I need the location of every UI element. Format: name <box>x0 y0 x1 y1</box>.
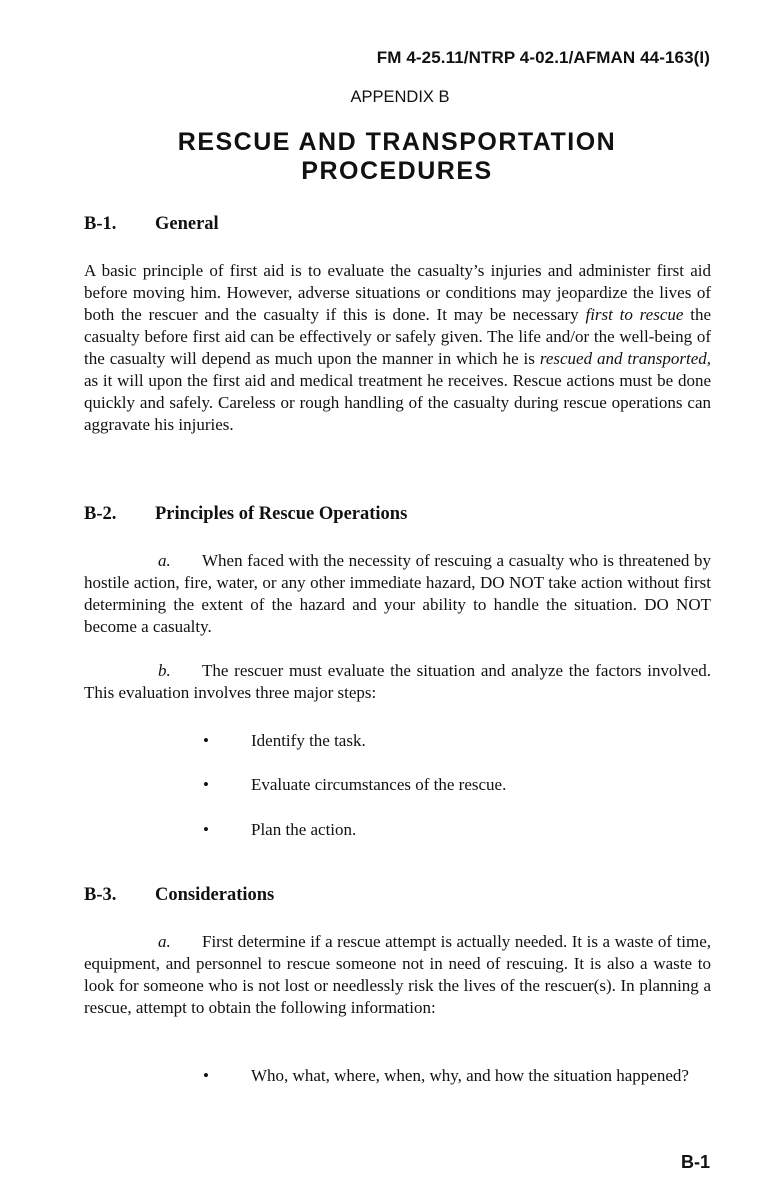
section-heading-b3 <box>84 885 274 906</box>
emphasis-text: first to rescue <box>585 305 684 324</box>
paragraph-letter: a. <box>158 551 171 570</box>
paragraph-text: as it will upon the first aid and medical treatment he receives. Rescue actions must be done quickly and safely. Careless or rough handling of the casualty during rescue operations can aggravate his injuries. <box>84 371 711 434</box>
page-title <box>0 128 770 186</box>
bullet-marker: • <box>203 731 209 750</box>
list-item-text: Identify the task. <box>251 731 366 750</box>
section-title: General <box>155 214 219 234</box>
title-line-1: RESCUE AND TRANSPORTATION <box>177 128 617 156</box>
section-heading-b2 <box>84 504 407 525</box>
document-id-header: FM 4-25.11/NTRP 4-02.1/AFMAN 44-163(I) <box>376 48 710 67</box>
bullet-marker: • <box>203 1066 209 1085</box>
bullet-marker: • <box>203 820 209 839</box>
appendix-label: APPENDIX B <box>350 88 450 106</box>
paragraph-b3-a <box>84 931 711 1019</box>
paragraph-text: A basic principle of first aid is to evaluate the casualty’s injuries and administer first aid before moving him. However, adverse situations or conditions may jeopardize the lives of both the rescuer and the casualty if this is done. It may be necessary <box>84 261 711 324</box>
emphasis-text: rescued and transported, <box>539 349 711 368</box>
paragraph-text: First determine if a rescue attempt is actually needed. It is a waste of time, equipment, and personnel to rescue someone not in need of rescuing. It is also a waste to look for someone who is not lost or needlessly risk the lives of the rescuer(s). In planning a rescue, attempt to obtain the following information: <box>84 932 711 1017</box>
paragraph-b2-a <box>84 550 711 638</box>
list-item <box>203 730 366 752</box>
paragraph-letter: a. <box>158 932 171 951</box>
paragraph-general <box>84 260 711 436</box>
section-title: Principles of Rescue Operations <box>155 504 408 524</box>
paragraph-text: the casualty before first aid can be effectively or safely given. The life and/or the well-being of the casualty will depend as much upon the manner in which he is <box>84 305 711 368</box>
paragraph-letter: b. <box>158 661 171 680</box>
list-item-text: Plan the action. <box>251 820 357 839</box>
bullet-marker: • <box>203 775 209 794</box>
paragraph-text: When faced with the necessity of rescuing a casualty who is threatened by hostile action, fire, water, or any other immediate hazard, DO NOT take action without first determining the extent of the hazard and your ability to handle the situation. DO NOT become a casualty. <box>84 551 711 636</box>
list-item <box>203 819 356 841</box>
list-item <box>203 774 506 796</box>
list-item-text: Evaluate circumstances of the rescue. <box>251 775 507 794</box>
list-item <box>84 1065 711 1087</box>
section-number: B-3. <box>84 885 117 905</box>
section-number: B-1. <box>84 214 117 234</box>
section-number: B-2. <box>84 504 117 524</box>
title-line-2: PROCEDURES <box>301 157 493 185</box>
section-title: Considerations <box>155 885 275 905</box>
paragraph-text: The rescuer must evaluate the situation and analyze the factors involved. This evaluation involves three major steps: <box>84 661 711 702</box>
section-heading-b1 <box>84 214 219 235</box>
paragraph-b2-b <box>84 660 711 704</box>
list-item-text: Who, what, where, when, why, and how the situation happened? <box>251 1066 689 1085</box>
page-number: B-1 <box>680 1152 710 1172</box>
